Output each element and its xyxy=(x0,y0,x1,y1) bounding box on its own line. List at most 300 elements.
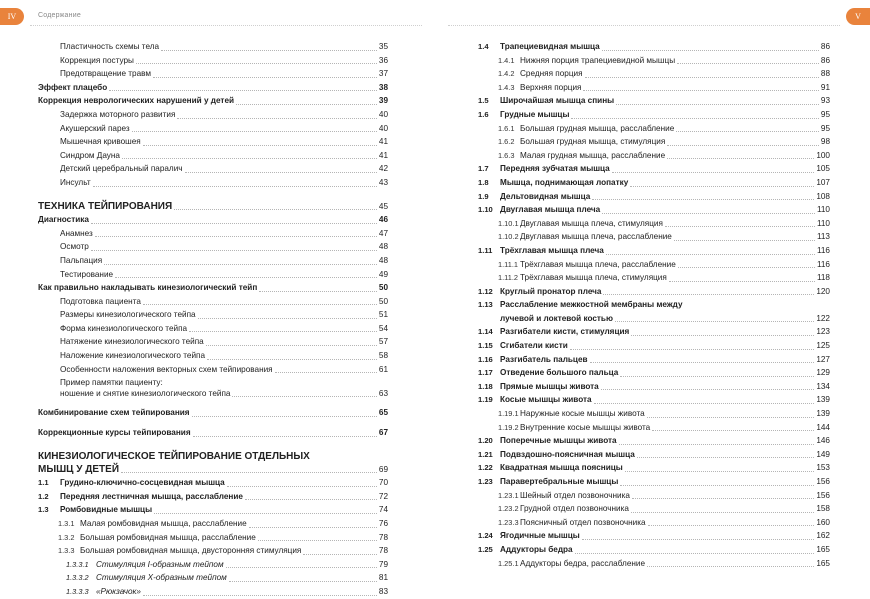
toc-entry[interactable] xyxy=(38,363,388,377)
dot-leader xyxy=(275,372,377,373)
dot-leader xyxy=(232,396,376,397)
dot-leader xyxy=(632,498,814,499)
page-number-badge: V xyxy=(846,8,870,25)
dot-leader xyxy=(620,485,814,486)
dot-leader xyxy=(590,362,815,363)
toc-entry[interactable] xyxy=(38,308,388,322)
entry-title: Передняя зубчатая мышца xyxy=(500,164,610,174)
toc-entry[interactable] xyxy=(478,162,830,176)
dot-leader xyxy=(615,321,814,322)
dot-leader xyxy=(582,539,815,540)
dot-leader xyxy=(189,331,377,332)
entry-page: 153 xyxy=(816,463,830,473)
left-page xyxy=(0,0,422,596)
entry-number: 1.6.2 xyxy=(498,137,515,147)
entry-number: 1.15 xyxy=(478,341,493,351)
entry-title: Средняя порция xyxy=(520,69,583,79)
dot-leader xyxy=(620,376,814,377)
entry-page: 57 xyxy=(378,337,388,347)
toc-entry[interactable] xyxy=(478,271,830,285)
entry-page: 70 xyxy=(378,478,388,488)
toc-entry[interactable] xyxy=(478,40,830,54)
toc-entry[interactable] xyxy=(478,557,830,571)
entry-page: 156 xyxy=(816,490,830,500)
toc-entry[interactable] xyxy=(478,244,830,258)
entry-page: 47 xyxy=(378,228,388,238)
dot-leader xyxy=(93,186,377,187)
entry-title: Широчайшая мышца спины xyxy=(500,96,615,106)
dot-leader xyxy=(249,527,377,528)
entry-title: Эффект плацебо xyxy=(38,82,108,92)
entry-number: 1.8 xyxy=(478,177,489,187)
toc-entry[interactable] xyxy=(478,149,830,163)
entry-page: 123 xyxy=(816,327,830,337)
entry-title: Большая ромбовидная мышца, двусторонняя стимуляция xyxy=(80,546,302,556)
entry-number: 1.25.1 xyxy=(498,558,519,568)
toc-entry[interactable] xyxy=(478,489,830,503)
entry-number: 1.10.2 xyxy=(498,232,519,242)
dot-leader xyxy=(132,131,377,132)
entry-number: 1.6.3 xyxy=(498,150,515,160)
running-head: Содержание xyxy=(38,12,81,19)
entry-page: 36 xyxy=(378,55,388,65)
dot-leader xyxy=(647,566,814,567)
dot-leader xyxy=(575,553,815,554)
toc-entry[interactable] xyxy=(38,476,388,490)
entry-page: 110 xyxy=(816,205,830,215)
entry-number: 1.19.1 xyxy=(498,409,519,419)
dot-leader xyxy=(616,104,819,105)
toc-entry[interactable] xyxy=(38,67,388,81)
entry-number: 1.14 xyxy=(478,327,493,337)
entry-page: 134 xyxy=(816,381,830,391)
entry-number: 1.23 xyxy=(478,477,493,486)
entry-number: 1.13 xyxy=(478,300,493,310)
entry-title: Двуглавая мышца плеча xyxy=(500,205,601,215)
toc-entry-line1 xyxy=(478,298,830,312)
dot-leader xyxy=(185,172,377,173)
entry-title: Подвздошно-поясничная мышца xyxy=(500,449,635,459)
entry-title: Паравертебральные мышцы xyxy=(500,477,619,486)
entry-number: 1.3 xyxy=(38,505,49,515)
entry-page: 165 xyxy=(816,558,830,568)
toc-entry[interactable] xyxy=(38,122,388,136)
entry-title: Тестирование xyxy=(60,269,114,279)
dot-leader xyxy=(603,294,814,295)
entry-page: 158 xyxy=(816,504,830,514)
toc-part-heading[interactable] xyxy=(38,200,388,214)
dot-leader xyxy=(631,512,814,513)
entry-page: 42 xyxy=(378,164,388,174)
toc-entry[interactable] xyxy=(478,67,830,81)
dot-leader xyxy=(630,186,814,187)
toc-entry[interactable] xyxy=(478,393,830,407)
toc-entry[interactable] xyxy=(478,366,830,380)
entry-page: 74 xyxy=(378,505,388,515)
entry-number: 1.16 xyxy=(478,354,493,364)
entry-title: Пластичность схемы тела xyxy=(60,42,160,51)
entry-title: Малая ромбовидная мышца, расслабление xyxy=(80,519,247,528)
entry-page: 54 xyxy=(378,323,388,333)
toc-entry[interactable] xyxy=(38,531,388,545)
entry-title: «Рюкзачок» xyxy=(96,586,141,596)
toc-entry[interactable] xyxy=(38,254,388,268)
toc-entry[interactable] xyxy=(478,448,830,462)
toc-entry[interactable] xyxy=(478,516,830,530)
entry-number: 1.23.1 xyxy=(498,490,519,500)
dot-leader xyxy=(104,264,377,265)
entry-number: 1.3.3.1 xyxy=(66,559,89,569)
dot-leader xyxy=(678,267,815,268)
toc-entry[interactable] xyxy=(478,94,830,108)
toc-entry[interactable] xyxy=(38,503,388,517)
entry-title: Нижняя порция трапециевидной мышцы xyxy=(520,55,676,65)
entry-page: 93 xyxy=(820,96,830,106)
dot-leader xyxy=(674,240,815,241)
entry-title: Комбинирование схем тейпирования xyxy=(38,408,190,418)
entry-title: Поясничный отдел позвоночника xyxy=(520,517,646,527)
dot-leader xyxy=(571,118,818,119)
entry-page: 63 xyxy=(378,388,388,398)
toc-entry[interactable] xyxy=(478,461,830,475)
entry-number: 1.4.3 xyxy=(498,82,515,92)
entry-page: 39 xyxy=(378,96,388,106)
toc-entry[interactable] xyxy=(38,295,388,309)
entry-title: Внутренние косые мышцы живота xyxy=(520,422,651,432)
dot-leader xyxy=(631,335,814,336)
dot-leader xyxy=(161,50,377,51)
entry-number: 1.19.2 xyxy=(498,422,519,432)
toc-entry[interactable] xyxy=(478,258,830,272)
toc-entry[interactable] xyxy=(478,108,830,122)
entry-page: 125 xyxy=(816,341,830,351)
header-rule xyxy=(448,25,840,26)
dot-leader xyxy=(602,50,819,51)
entry-title: Особенности наложения векторных схем тейпирования xyxy=(60,364,273,374)
toc-entry[interactable] xyxy=(38,162,388,176)
entry-title: Осмотр xyxy=(60,242,89,252)
entry-page: 40 xyxy=(378,109,388,119)
dot-leader xyxy=(619,444,815,445)
dot-leader xyxy=(585,77,819,78)
entry-page: 116 xyxy=(816,259,830,269)
toc-entry[interactable] xyxy=(38,81,388,95)
entry-title: Наложение кинезиологического тейпа xyxy=(60,351,206,361)
entry-page: 51 xyxy=(378,310,388,320)
entry-number: 1.25 xyxy=(478,544,493,554)
entry-title: Стимуляция I-образным тейпом xyxy=(96,559,224,569)
toc-entry[interactable] xyxy=(38,227,388,241)
entry-number: 1.3.2 xyxy=(58,532,75,542)
dot-leader xyxy=(136,63,377,64)
entry-title: Ягодичные мышцы xyxy=(500,531,580,541)
dot-leader xyxy=(153,77,377,78)
entry-number: 1.12 xyxy=(478,286,493,296)
toc-entry[interactable] xyxy=(478,230,830,244)
entry-title: Грудные мышцы xyxy=(500,109,570,119)
toc-entry[interactable] xyxy=(478,325,830,339)
entry-page: 41 xyxy=(378,137,388,147)
toc-entry[interactable] xyxy=(38,585,388,599)
entry-title: Диагностика xyxy=(38,215,89,225)
entry-title-line1: Пример памятки пациенту: xyxy=(60,378,163,388)
toc-entry[interactable] xyxy=(38,544,388,558)
entry-number: 1.9 xyxy=(478,191,489,201)
toc-part-heading[interactable] xyxy=(38,463,388,477)
entry-number: 1.19 xyxy=(478,395,493,405)
entry-title: Ромбовидные мышцы xyxy=(60,505,153,515)
entry-page: 67 xyxy=(378,428,388,438)
entry-number: 1.11.1 xyxy=(498,259,518,269)
entry-title: Трёхглавая мышца плеча, расслабление xyxy=(520,259,676,269)
entry-number: 1.6 xyxy=(478,109,489,119)
entry-page: 149 xyxy=(816,449,830,459)
dot-leader xyxy=(109,90,377,91)
entry-page: 146 xyxy=(816,436,830,446)
entry-page: 69 xyxy=(378,464,388,474)
entry-number: 1.3.3.2 xyxy=(66,573,89,583)
dot-leader xyxy=(193,436,377,437)
toc-entry[interactable] xyxy=(478,81,830,95)
entry-page: 165 xyxy=(816,544,830,554)
entry-title: Коррекция постуры xyxy=(60,55,134,65)
toc-entry[interactable] xyxy=(478,54,830,68)
entry-page: 122 xyxy=(816,313,830,323)
toc-entry[interactable] xyxy=(478,407,830,421)
entry-title: Сгибатели кисти xyxy=(500,341,568,351)
entry-title: Разгибатель пальцев xyxy=(500,354,588,364)
entry-title: Трёхглавая мышца плеча xyxy=(500,245,604,255)
entry-page: 113 xyxy=(816,232,830,242)
toc-entry[interactable] xyxy=(38,335,388,349)
dot-leader xyxy=(207,359,377,360)
entry-page: 43 xyxy=(378,177,388,187)
entry-page: 49 xyxy=(378,269,388,279)
entry-title: Грудино-ключично-сосцевидная мышца xyxy=(60,478,225,488)
toc-entry[interactable] xyxy=(478,529,830,543)
toc-entry[interactable] xyxy=(478,421,830,435)
toc-right xyxy=(478,40,830,570)
entry-page: 58 xyxy=(378,351,388,361)
entry-title: Мышечная кривошея xyxy=(60,137,141,147)
toc-entry[interactable] xyxy=(38,149,388,163)
entry-page: 139 xyxy=(816,409,830,419)
dot-leader xyxy=(192,416,377,417)
dot-leader xyxy=(594,403,815,404)
toc-entry[interactable] xyxy=(478,176,830,190)
toc-entry[interactable] xyxy=(38,322,388,336)
toc-entry[interactable] xyxy=(38,281,388,295)
entry-title: Акушерский парез xyxy=(60,123,130,133)
dot-leader xyxy=(226,567,377,568)
entry-title: Прямые мышцы живота xyxy=(500,381,599,391)
entry-page: 45 xyxy=(378,201,388,211)
entry-page: 116 xyxy=(816,245,830,255)
entry-page: 79 xyxy=(378,559,388,569)
entry-title: Поперечные мышцы живота xyxy=(500,436,617,446)
entry-page: 41 xyxy=(378,150,388,160)
toc-entry[interactable] xyxy=(478,339,830,353)
toc-entry[interactable] xyxy=(38,54,388,68)
entry-page: 129 xyxy=(816,368,830,378)
dot-leader xyxy=(592,199,814,200)
toc-entry[interactable] xyxy=(478,475,830,489)
entry-page: 50 xyxy=(378,283,388,293)
dot-leader xyxy=(602,213,815,214)
right-page xyxy=(448,0,870,571)
entry-page: 61 xyxy=(378,364,388,374)
entry-number: 1.10.1 xyxy=(498,218,519,228)
entry-number: 1.2 xyxy=(38,491,49,501)
toc-entry[interactable] xyxy=(38,406,388,420)
entry-page: 50 xyxy=(378,296,388,306)
dot-leader xyxy=(637,457,815,458)
entry-page: 46 xyxy=(378,215,388,225)
entry-title: Большая грудная мышца, стимуляция xyxy=(520,137,666,147)
dot-leader xyxy=(677,63,819,64)
toc-entry[interactable] xyxy=(38,94,388,108)
toc-entry[interactable] xyxy=(478,285,830,299)
entry-title: Грудной отдел позвоночника xyxy=(520,504,629,514)
dot-leader xyxy=(177,118,377,119)
entry-title-line1: Расслабление межкостной мембраны между xyxy=(500,300,683,310)
entry-number: 1.4.2 xyxy=(498,69,515,79)
dot-leader xyxy=(91,250,377,251)
toc-entry[interactable] xyxy=(478,543,830,557)
dot-leader xyxy=(143,304,377,305)
entry-page: 139 xyxy=(816,395,830,405)
entry-number: 1.23.3 xyxy=(498,517,519,527)
entry-page: 91 xyxy=(820,82,830,92)
dot-leader xyxy=(625,471,815,472)
entry-page: 40 xyxy=(378,123,388,133)
toc-entry[interactable] xyxy=(478,122,830,136)
entry-page: 86 xyxy=(820,55,830,65)
entry-page: 100 xyxy=(816,150,830,160)
toc-entry[interactable] xyxy=(478,217,830,231)
toc-entry[interactable] xyxy=(478,312,830,326)
dot-leader xyxy=(91,223,377,224)
toc-entry[interactable] xyxy=(38,213,388,227)
entry-page: 95 xyxy=(820,123,830,133)
entry-title: Малая грудная мышца, расслабление xyxy=(520,150,666,160)
entry-number: 1.7 xyxy=(478,164,489,174)
toc-entry[interactable] xyxy=(38,176,388,190)
dot-leader xyxy=(303,554,377,555)
toc-entry[interactable] xyxy=(38,349,388,363)
toc-entry[interactable] xyxy=(478,353,830,367)
entry-page: 162 xyxy=(816,531,830,541)
entry-title: Синдром Дауна xyxy=(60,150,120,160)
part-heading-line1: КИНЕЗИОЛОГИЧЕСКОЕ ТЕЙПИРОВАНИЕ ОТДЕЛЬНЫХ xyxy=(38,450,310,462)
toc-entry[interactable] xyxy=(38,135,388,149)
dot-leader xyxy=(570,349,815,350)
entry-title: Как правильно накладывать кинезиологический тейп xyxy=(38,283,258,293)
dot-leader xyxy=(669,281,815,282)
entry-title: Верхняя порция xyxy=(520,82,582,92)
toc-entry[interactable] xyxy=(38,387,388,401)
toc-entry[interactable] xyxy=(38,268,388,282)
dot-leader xyxy=(648,525,815,526)
entry-title: Передняя лестничная мышца, расслабление xyxy=(60,491,243,501)
entry-number: 1.23.2 xyxy=(498,504,519,514)
toc-entry[interactable] xyxy=(38,108,388,122)
header-rule xyxy=(30,25,422,26)
toc-entry[interactable] xyxy=(38,426,388,440)
entry-number: 1.11.2 xyxy=(498,273,518,283)
entry-number: 1.10 xyxy=(478,205,493,215)
dot-leader xyxy=(95,236,377,237)
entry-title: Размеры кинезиологического тейпа xyxy=(60,310,196,320)
entry-page: 88 xyxy=(820,69,830,79)
entry-title: Двуглавая мышца плеча, стимуляция xyxy=(520,218,663,228)
entry-title: ТЕХНИКА ТЕЙПИРОВАНИЯ xyxy=(38,200,173,212)
toc-entry[interactable] xyxy=(478,434,830,448)
dot-leader xyxy=(236,104,377,105)
entry-number: 1.21 xyxy=(478,449,493,459)
entry-title: Детский церебральный паралич xyxy=(60,164,183,174)
entry-page: 81 xyxy=(378,573,388,583)
entry-page: 35 xyxy=(378,42,388,51)
dot-leader xyxy=(154,513,377,514)
entry-page: 98 xyxy=(820,137,830,147)
page-number-badge: IV xyxy=(0,8,24,25)
toc-entry[interactable] xyxy=(38,40,388,54)
toc-entry[interactable] xyxy=(478,380,830,394)
toc-entry[interactable] xyxy=(38,490,388,504)
toc-entry[interactable] xyxy=(478,190,830,204)
dot-leader xyxy=(667,145,819,146)
entry-number: 1.18 xyxy=(478,381,493,391)
dot-leader xyxy=(122,158,377,159)
dot-leader xyxy=(258,540,377,541)
dot-leader xyxy=(121,472,377,473)
dot-leader xyxy=(229,581,377,582)
entry-page: 144 xyxy=(816,422,830,432)
toc-entry[interactable] xyxy=(38,517,388,531)
entry-title: Задержка моторного развития xyxy=(60,109,176,119)
entry-title: Натяжение кинезиологического тейпа xyxy=(60,337,204,347)
toc-entry[interactable] xyxy=(478,502,830,516)
entry-page: 110 xyxy=(816,218,830,228)
entry-page: 48 xyxy=(378,242,388,252)
toc-entry[interactable] xyxy=(478,135,830,149)
toc-entry[interactable] xyxy=(38,558,388,572)
entry-title: Пальпация xyxy=(60,255,103,265)
dot-leader xyxy=(259,291,377,292)
entry-title: Подготовка пациента xyxy=(60,296,141,306)
entry-page: 65 xyxy=(378,408,388,418)
entry-page: 72 xyxy=(378,491,388,501)
toc-left xyxy=(38,40,388,599)
toc-entry[interactable] xyxy=(38,240,388,254)
entry-page: 86 xyxy=(820,42,830,51)
entry-page: 118 xyxy=(816,273,830,283)
entry-page: 160 xyxy=(816,517,830,527)
dot-leader xyxy=(583,90,818,91)
toc-entry[interactable] xyxy=(38,571,388,585)
entry-title: Форма кинезиологического тейпа xyxy=(60,323,188,333)
dot-leader xyxy=(647,417,815,418)
entry-title: Большая ромбовидная мышца, расслабление xyxy=(80,532,256,542)
entry-number: 1.24 xyxy=(478,531,493,541)
entry-page: 108 xyxy=(816,191,830,201)
toc-entry[interactable] xyxy=(478,203,830,217)
entry-page: 37 xyxy=(378,69,388,79)
dot-leader xyxy=(143,595,377,596)
dot-leader xyxy=(115,277,377,278)
dot-leader xyxy=(676,131,819,132)
